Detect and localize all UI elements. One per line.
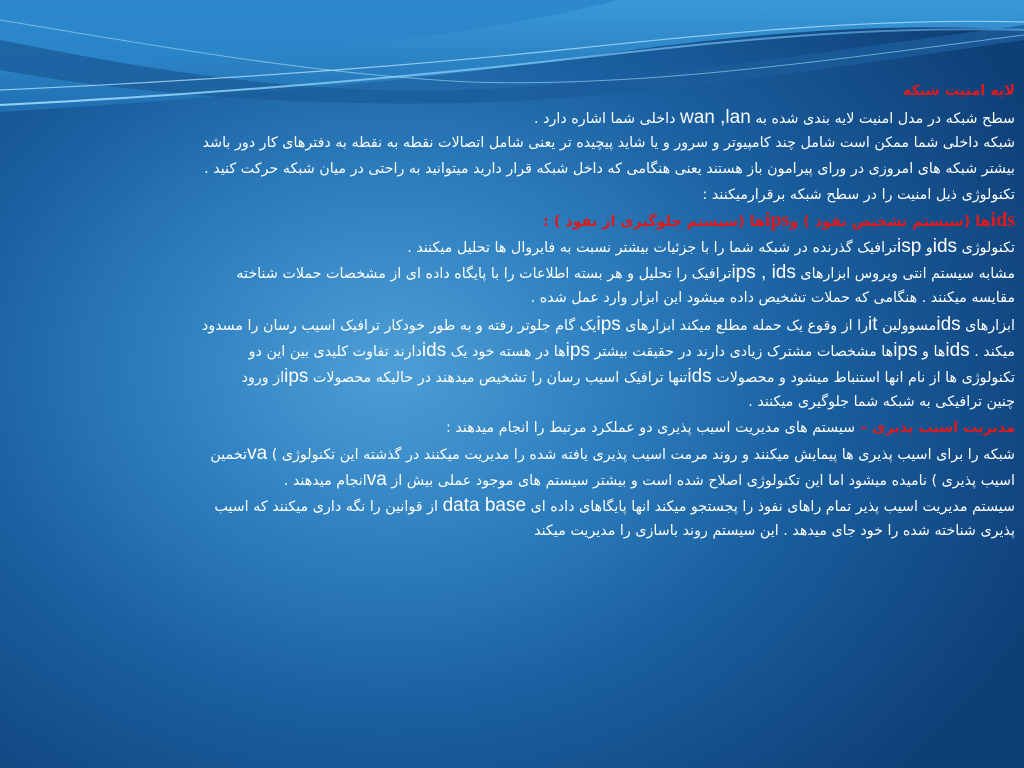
text-run: تکنولوژی bbox=[957, 240, 1015, 257]
text-line bbox=[14, 286, 1015, 312]
latin-term: wan ,lan bbox=[680, 106, 751, 128]
text-line bbox=[14, 338, 1015, 364]
latin-term: va bbox=[366, 469, 387, 491]
text-line bbox=[14, 467, 1015, 493]
latin-term: data base bbox=[442, 495, 527, 517]
latin-term: ips , ids bbox=[731, 262, 796, 284]
text-run: میکند . bbox=[969, 343, 1015, 360]
text-run: ها و bbox=[917, 343, 946, 360]
text-line bbox=[14, 208, 1015, 234]
text-line bbox=[14, 390, 1015, 416]
latin-term: ips bbox=[596, 314, 621, 336]
latin-term: ids bbox=[932, 236, 958, 258]
text-line bbox=[14, 312, 1015, 338]
text-run: تکنولوژی ذیل امنیت را در سطح شبکه برقرارمیکنند : bbox=[702, 186, 1015, 203]
text-line bbox=[14, 441, 1015, 467]
text-line bbox=[14, 183, 1015, 209]
text-run: شبکه را برای اسیب پذیری ها پیمایش میکنند و روند مرمت اسیب پذیری یافته شده را مدیریت میکنند در گذشته این تکنولوژی ) bbox=[267, 447, 1015, 464]
text-line bbox=[14, 105, 1015, 131]
latin-term: ids bbox=[945, 339, 970, 361]
text-run: ها مشخصات مشترک زیادی دارند در حقیقت بیشتر bbox=[589, 343, 894, 360]
slide-title: لایه امنیت شبکه bbox=[902, 83, 1015, 99]
text-run: تخمین bbox=[210, 447, 248, 464]
text-run: مسوولین bbox=[877, 318, 937, 335]
latin-term: ips bbox=[565, 339, 590, 361]
text-run: ترافیک گذرنده در شبکه شما را با جزئیات بیشتر نسبت به فایروال ها تحلیل میکنند . bbox=[407, 240, 897, 257]
latin-term: ids bbox=[421, 339, 447, 361]
text-run: تنها ترافیک اسیب رسان را تشخیص میدهند در حالیکه محصولات bbox=[308, 369, 688, 386]
text-run: را از وقوع یک حمله مطلع میکند ابزارهای bbox=[620, 318, 869, 335]
text-line bbox=[14, 131, 1015, 157]
text-line bbox=[14, 493, 1015, 519]
latin-term: ids bbox=[687, 365, 712, 387]
text-line bbox=[14, 260, 1015, 286]
text-run: سیستم های مدیریت اسیب پذیری دو عملکرد مرتبط را انجام میدهند : bbox=[446, 419, 856, 436]
text-run: سطح شبکه در مدل امنیت لایه بندی شده به bbox=[750, 110, 1015, 127]
paragraph-lines bbox=[14, 105, 1015, 545]
latin-term: ids bbox=[990, 209, 1015, 232]
text-run: اسیب پذیری ) نامیده میشود اما این تکنولوژی اصلاح شده است و بیشتر سیستم های موجود عملی بیش از bbox=[386, 473, 1015, 490]
text-run: دارند تفاوت کلیدی بین این دو bbox=[248, 343, 422, 360]
text-run: و bbox=[921, 240, 933, 257]
text-run: سیستم مدیریت اسیب پذیر تمام راهای نفوذ را پجستجو میکند انها پایگاهای داده ای bbox=[526, 499, 1015, 516]
latin-term: it bbox=[868, 314, 878, 336]
slide-body bbox=[14, 79, 1015, 545]
latin-term: ids bbox=[936, 314, 961, 336]
text-run: از ورود bbox=[241, 369, 285, 386]
latin-term: ips bbox=[893, 339, 918, 361]
latin-term: isp bbox=[896, 236, 922, 258]
text-run: چنین ترافیکی به شبکه شما جلوگیری میکنند . bbox=[748, 393, 1015, 410]
text-run: ترافیک را تحلیل و هر بسته اطلاعات را با پایگاه داده ای از مشخصات حملات شناخته bbox=[236, 266, 732, 283]
text-line bbox=[14, 234, 1015, 260]
latin-term: va bbox=[247, 443, 268, 465]
latin-term: ips bbox=[284, 365, 309, 387]
text-run: مشابه سیستم انتی ویروس ابزارهای bbox=[795, 266, 1015, 283]
text-line bbox=[14, 364, 1015, 390]
text-run: بیشتر شبکه های امروزی در ورای پیرامون باز هستند یعنی هنگامی که داخل شبکه قرار دارید میتوانید به راحتی در میان شبکه حرکت کنید . bbox=[204, 160, 1015, 177]
text-line bbox=[14, 157, 1015, 183]
text-run: داخلی شما اشاره دارد . bbox=[533, 110, 680, 127]
text-run: مقایسه میکنند . هنگامی که حملات تشخیص داده میشود این ابزار وارد عمل شده . bbox=[530, 290, 1015, 307]
text-run: مدیریت اسیب پذیری – bbox=[855, 419, 1015, 436]
text-run: پذیری شناخته شده را خود جای میدهد . این سیستم روند باسازی را مدیریت میکند bbox=[534, 523, 1015, 540]
text-run: شبکه داخلی شما ممکن است شامل چند کامپیوتر و سرور و یا شاید پیچیده تر یعنی شامل اتصالات نقطه به نقطه به دفترهای کار دور باشد bbox=[202, 134, 1015, 151]
text-run: ها (سیستم جلوگیری از نفوذ ) : bbox=[543, 214, 765, 231]
text-run: تکنولوژی ها از نام انها استنباط میشود و محصولات bbox=[711, 369, 1015, 386]
text-line bbox=[14, 519, 1015, 545]
text-run: ها در هسته خود یک bbox=[446, 343, 566, 360]
text-run: از قوانین را نگه داری میکنند که اسیب bbox=[214, 499, 443, 516]
text-run: ابزارهای bbox=[960, 318, 1015, 335]
text-line bbox=[14, 416, 1015, 442]
text-run: ها (سیستم تشخیص نفوذ ) و bbox=[789, 214, 991, 231]
text-run: یک گام جلوتر رفته و به طور خودکار ترافیک اسیب رسان را مسدود bbox=[201, 318, 597, 335]
text-run: انجام میدهند . bbox=[283, 473, 367, 490]
latin-term: ips bbox=[764, 209, 790, 232]
